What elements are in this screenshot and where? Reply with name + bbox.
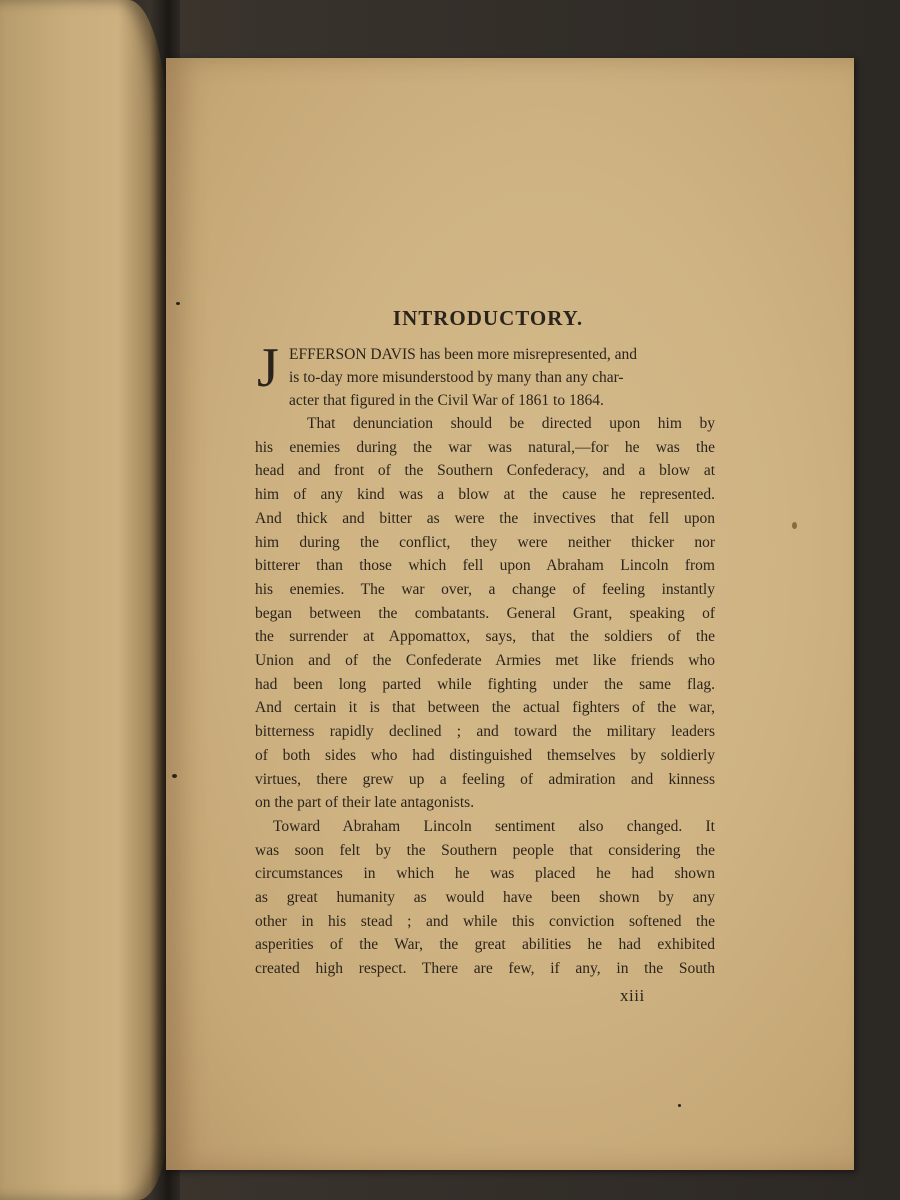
paper-speck	[678, 1104, 681, 1107]
page-text	[255, 306, 715, 981]
text-line: his enemies during the war was natural,—for he was the	[255, 438, 715, 456]
text-line: of both sides who had distinguished themselves by soldierly	[255, 746, 715, 764]
text-line: bitterer than those which fell upon Abraham Lincoln from	[255, 557, 715, 575]
text-line: was soon felt by the Southern people that considering the	[255, 841, 715, 859]
text-line: asperities of the War, the great abilities he had exhibited	[255, 936, 715, 954]
text-line: had been long parted while fighting under the same flag.	[255, 675, 715, 693]
text-line: on the part of their late antagonists.	[255, 794, 475, 812]
lead-line: is to-day more misunderstood by many than any char-	[289, 369, 624, 386]
lead-line: EFFERSON DAVIS has been more misrepresented, and	[289, 346, 637, 363]
paragraph-2	[255, 815, 715, 981]
text-line: began between the combatants. General Grant, speaking of	[255, 604, 715, 622]
chapter-title: INTRODUCTORY.	[392, 306, 584, 330]
text-line: the surrender at Appomattox, says, that the soldiers of the	[255, 628, 715, 646]
page-number: xiii	[620, 986, 645, 1005]
text-line: virtues, there grew up a feeling of admiration and kinness	[255, 770, 715, 788]
text-line: other in his stead ; and while this conviction softened the	[255, 912, 715, 930]
paper-speck	[172, 774, 177, 778]
text-line: created high respect. There are few, if any, in the South	[255, 960, 715, 978]
text-line: bitterness rapidly declined ; and toward the military leaders	[255, 723, 715, 741]
lead-paragraph	[255, 337, 715, 412]
text-line: That denunciation should be directed upon him by	[307, 415, 715, 432]
text-line: Toward Abraham Lincoln sentiment also changed. It	[273, 817, 715, 835]
drop-cap: J	[257, 337, 279, 399]
text-line: Union and of the Confederate Armies met like friends who	[255, 652, 715, 670]
text-line: as great humanity as would have been shown by any	[255, 889, 715, 907]
text-line: And thick and bitter as were the invectives that fell upon	[255, 509, 715, 527]
text-line: him during the conflict, they were neither thicker nor	[255, 533, 715, 551]
text-line: head and front of the Southern Confederacy, and a blow at	[255, 462, 715, 480]
text-line: circumstances in which he was placed he had shown	[255, 865, 715, 883]
left-page	[0, 0, 168, 1200]
paragraph-1	[255, 412, 715, 815]
text-line: his enemies. The war over, a change of feeling instantly	[255, 580, 715, 598]
paper-speck	[792, 522, 797, 529]
paper-speck	[176, 302, 180, 305]
text-line: And certain it is that between the actual fighters of the war,	[255, 699, 715, 717]
lead-line: acter that figured in the Civil War of 1861 to 1864.	[289, 392, 604, 409]
text-line: him of any kind was a blow at the cause he represented.	[255, 486, 715, 504]
